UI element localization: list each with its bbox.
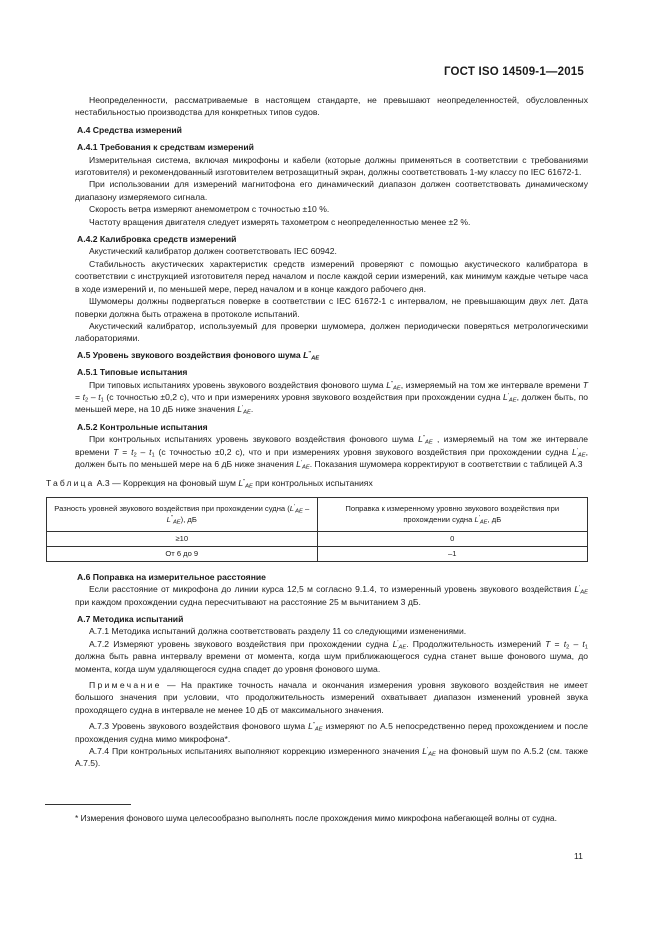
a6-paragraph: Если расстояние от микрофона до линии курса 12,5 м согласно 9.1.4, то измеренный уровень звукового воздействия $L'_{AE}$ при каждом прохождении судна пересчитывают на расстояние 25 м вычитанием 3 дБ. xyxy=(75,584,588,607)
section-a41-heading: А.4.1 Требования к средствам измерений xyxy=(77,142,254,153)
a42-paragraph-1: Акустический калибратор должен соответствовать IEC 60942. xyxy=(89,246,337,257)
table-caption: Таблица А.3 — Коррекция на фоновый шум $L^"_{AE}$ при контрольных испытаниях xyxy=(46,478,373,490)
a72-note: Примечание — На практике точность начала и окончания измерения уровня звукового воздействия не имеет большого значения при условии, что продолжительность измерений охватывает диапазон изменений уровней звука проходящего судна в интервале не менее 10 дБ от максимального значения. xyxy=(75,680,588,715)
correction-table xyxy=(46,497,588,562)
a41-paragraph-2: При использовании для измерений магнитофона его динамический диапазон должен соответствовать динамическому диапазону измеряемого сигнала. xyxy=(75,179,588,202)
section-a5-heading: А.5 Уровень звукового воздействия фонового шума $L^"_{AE}$ xyxy=(77,349,320,362)
table-cell-difference: ≥10 xyxy=(47,531,318,546)
table-cell-difference: От 6 до 9 xyxy=(47,546,318,561)
section-a4-heading: А.4 Средства измерений xyxy=(77,124,182,135)
intro-paragraph: Неопределенности, рассматриваемые в настоящем стандарте, не превышают неопределенностей, обусловленных нестабильностью производства для конкретных типов судов. xyxy=(75,95,588,118)
a41-paragraph-4: Частоту вращения двигателя следует измерять тахометром с неопределенностью менее ±2 %. xyxy=(89,216,471,227)
a71-paragraph: А.7.1 Методика испытаний должна соответствовать разделу 11 со следующими изменениями. xyxy=(89,626,467,637)
a74-paragraph: А.7.4 При контрольных испытаниях выполняют коррекцию измеренного значения $L'_{AE}$ на фоновый шум по А.5.2 (см. также А.7.5). xyxy=(75,746,589,769)
table-cell-correction: –1 xyxy=(317,546,588,561)
table-row xyxy=(47,546,588,561)
footnote-divider xyxy=(45,804,131,805)
a41-paragraph-3: Скорость ветра измеряют анемометром с точностью ±10 %. xyxy=(89,204,330,215)
page-number: 11 xyxy=(574,851,583,861)
page-header: ГОСТ ISO 14509-1—2015 xyxy=(443,66,584,78)
a41-paragraph-1: Измерительная система, включая микрофоны и кабели (которые должны применяться в соответствии с требованиями изготовителя) и рекомендованный изготовителем ветрозащитный экран, должны соответствовать 1-му классу по IEC 61672-1. xyxy=(75,154,588,178)
a42-paragraph-3: Шумомеры должны подвергаться поверке в соответствии с IEC 61672-1 с интервалом, не превышающим двух лет. Дата поверки должна быть отражена в протоколе испытаний. xyxy=(75,296,588,319)
document-body xyxy=(46,94,589,770)
section-a52-heading: А.5.2 Контрольные испытания xyxy=(77,421,208,432)
a52-paragraph: При контрольных испытаниях уровень звукового воздействия фонового шума $L^"_{AE}$ , измеряемый на том же интервале времени $T = t_2 - t_1$ (с точностью ±0,2 с), что и при измерениях уровня звукового воздействия при прохождении судна $L'_{AE}$, должен быть по меньшей мере на 6 дБ ниже значения $L'_{AE}$. Показания шумомера корректируют в соответствии с таблицей А.3 xyxy=(75,434,589,471)
a51-paragraph: При типовых испытаниях уровень звукового воздействия фонового шума $L^"_{AE}$, измеряемый на том же интервале времени $T = t_2 - t_1$ (с точностью ±0,2 с), что и при измерениях уровня звукового воздействия при прохождении судна $L'_{AE}$, должен быть, по меньшей мере, на 10 дБ ниже значения $L'_{AE}$. xyxy=(75,379,589,416)
table-header-difference: Разность уровней звукового воздействия при прохождении судна $(L'_{AE} - L^"_{AE})$, дБ xyxy=(47,497,318,531)
a72-paragraph: А.7.2 Измеряют уровень звукового воздействия при прохождении судна $L'_{AE}$. Продолжительность измерений $T = t_2 - t_1$ должна быть равна интервалу времени от момента, когда шум приближающегося судна станет выше фонового шума, до момента, когда шум удаляющегося судна спадет до уровня фонового шума. xyxy=(75,638,588,674)
section-a51-heading: А.5.1 Типовые испытания xyxy=(77,367,188,378)
section-a7-heading: А.7 Методика испытаний xyxy=(77,614,184,624)
table-header-correction: Поправка к измеренному уровню звукового воздействия при прохождении судна $L'_{AE}$, дБ xyxy=(317,497,588,531)
a42-paragraph-4: Акустический калибратор, используемый для проверки шумомера, должен периодически поверяться метрологическими лабораториями. xyxy=(75,320,588,344)
footnote: * Измерения фонового шума целесообразно выполнять после прохождения мимо микрофона набегающей волны от судна. xyxy=(75,813,557,823)
a73-paragraph: А.7.3 Уровень звукового воздействия фонового шума $L^"_{AE}$ измеряют по А.5 непосредственно перед прохождением и после прохождения судна мимо микрофона*. xyxy=(75,721,588,744)
table-row xyxy=(47,531,588,546)
table-cell-correction: 0 xyxy=(317,531,588,546)
section-a42-heading: А.4.2 Калибровка средств измерений xyxy=(77,234,237,245)
a42-paragraph-2: Стабильность акустических характеристик средств измерений проверяют с помощью акустического калибратора в соответствии с инструкцией изготовителя перед началом и после каждой серии измерений, как минимум каждые четыре часа в ходе измерений и, по меньшей мере, перед началом и в конце каждого рабочего дня. xyxy=(75,258,588,294)
section-a6-heading: А.6 Поправка на измерительное расстояние xyxy=(77,571,266,582)
